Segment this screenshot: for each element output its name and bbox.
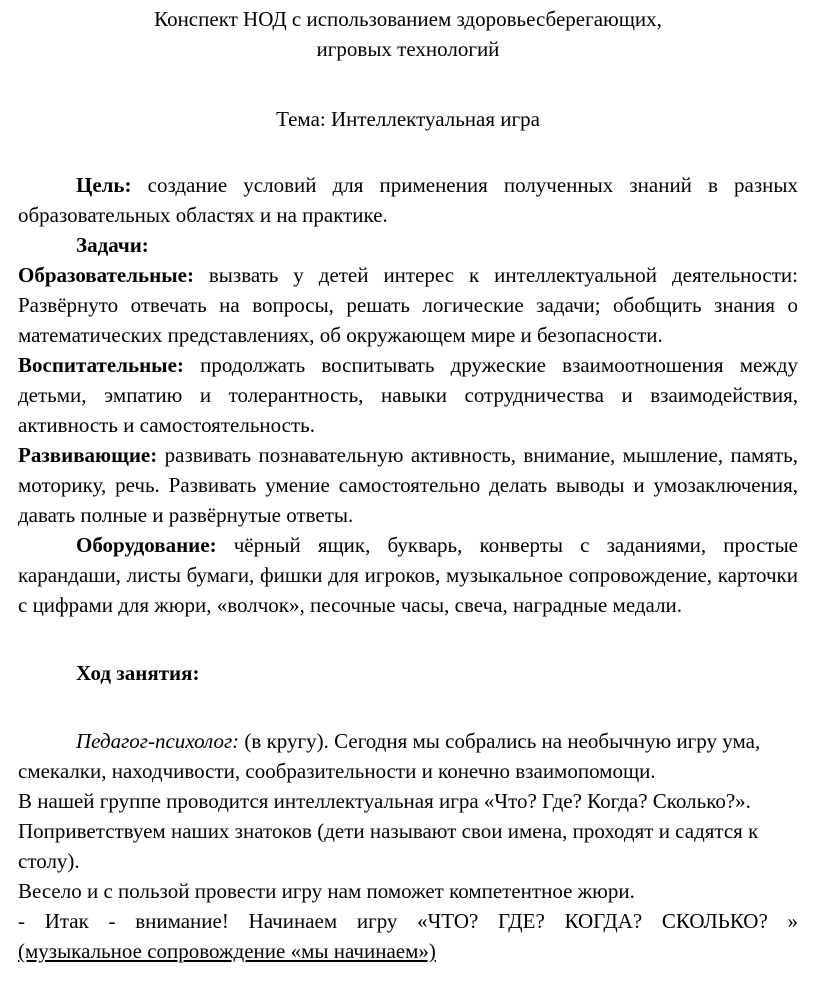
- jury-paragraph: Весело и с пользой провести игру нам поможет компетентное жюри.: [18, 879, 635, 903]
- equipment-text: чёрный ящик, букварь, конверты с заданиями, простые карандаши, листы бумаги, фишки для игроков, музыкальное сопровождение, карточки с цифрами для жюри, «волчок», песочные часы, свеча, наградные медали.: [18, 533, 798, 617]
- title-line-1: Конспект НОД с использованием здоровьесберегающих,: [154, 7, 662, 31]
- document-page: [18, 4, 798, 966]
- tasks-heading: Задачи:: [76, 233, 149, 257]
- goal-label: Цель:: [76, 173, 132, 197]
- upbringing-text: продолжать воспитывать дружеские взаимоотношения между детьми, эмпатию и толерантность, навыки сотрудничества и взаимодействия, активность и самостоятельность.: [18, 353, 798, 437]
- greeting-paragraph: Поприветствуем наших знатоков (дети называют свои имена, проходят и садятся к столу).: [18, 819, 759, 873]
- document-title: [18, 4, 798, 64]
- start-game-line: - Итак - внимание! Начинаем игру «ЧТО? ГДЕ? КОГДА? СКОЛЬКО? »: [18, 909, 798, 933]
- upbringing-paragraph: [18, 350, 798, 440]
- equipment-paragraph: [18, 530, 798, 620]
- educational-paragraph: [18, 260, 798, 350]
- game-intro-paragraph: В нашей группе проводится интеллектуальная игра «Что? Где? Когда? Сколько?».: [18, 789, 751, 813]
- music-note: (музыкальное сопровождение «мы начинаем»): [18, 939, 436, 963]
- goal-paragraph: [18, 170, 798, 230]
- goal-text: создание условий для применения полученных знаний в разных образовательных областях и на практике.: [18, 173, 798, 227]
- speaker-label: Педагог-психолог:: [76, 729, 240, 753]
- title-line-2: игровых технологий: [316, 37, 500, 61]
- developing-label: Развивающие:: [18, 443, 158, 467]
- psychologist-paragraph: [18, 726, 798, 786]
- upbringing-label: Воспитательные:: [18, 353, 184, 377]
- educational-label: Образовательные:: [18, 263, 194, 287]
- topic-line: Тема: Интеллектуальная игра: [276, 107, 540, 131]
- educational-text: вызвать у детей интерес к интеллектуальной деятельности: Развёрнуто отвечать на вопросы, решать логические задачи; обобщить знания о математических представлениях, об окружающем мире и безопасности.: [18, 263, 798, 347]
- equipment-label: Оборудование:: [76, 533, 217, 557]
- developing-paragraph: [18, 440, 798, 530]
- course-heading: Ход занятия:: [76, 661, 200, 685]
- developing-text: развивать познавательную активность, внимание, мышление, память, моторику, речь. Развивать умение самостоятельно делать выводы и умозаключения, давать полные и развёрнутые ответы.: [18, 443, 798, 527]
- speaker-text: (в кругу). Сегодня мы собрались на необычную игру ума, смекалки, находчивости, сообразительности и конечно взаимопомощи.: [18, 729, 761, 783]
